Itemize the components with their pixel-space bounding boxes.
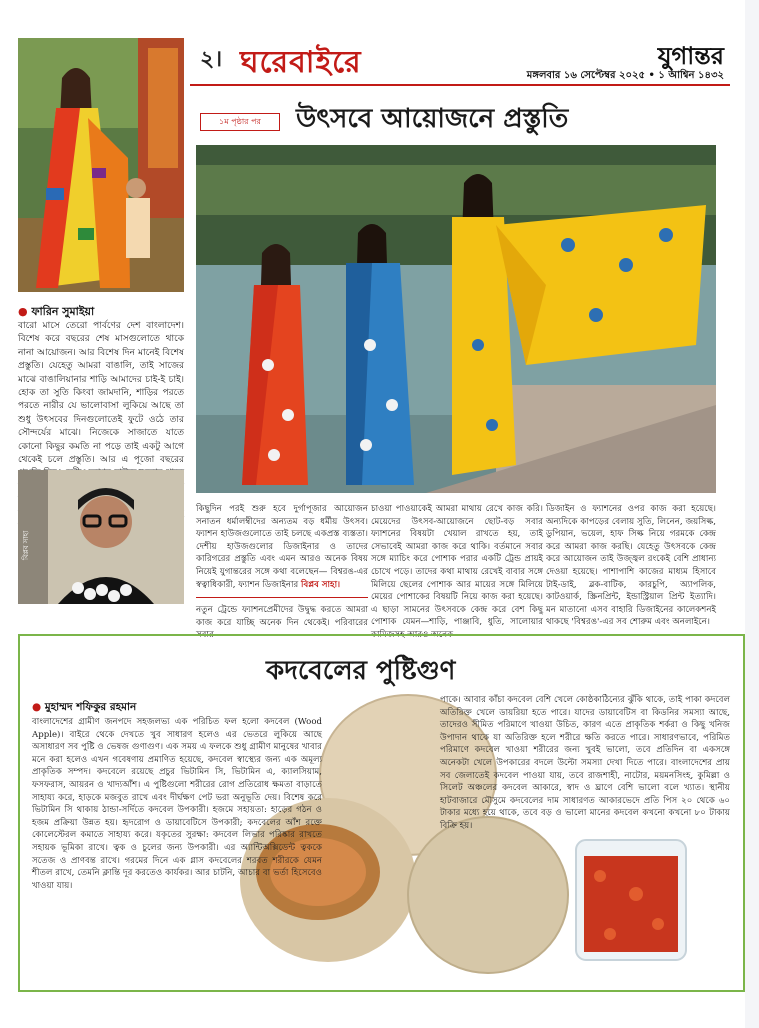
column-divider — [196, 597, 368, 598]
left-byline-name: ফারিন সুমাইয়া — [31, 305, 95, 318]
feature-left-text: বাংলাদেশের গ্রামীণ জনপদে সহজলভ্য এক পরিচিত ফল হলো কদবেল (Wood Apple)। বাইরে থেকে দেখতে খুব সাধারণ হলেও এর ভেতরে লুকিয়ে আছে অসাধারণ সব পুষ্টি ও ভেষজ গুণাগুণ। এক সময় এ ফলকে শুধু গ্রামীণ মানুষের খাবার মনে করা হলেও এখন গবেষণায় প্রমাণিত হয়েছে, কদবেল স্বাস্থ্যের জন্য এক অমূল্য প্রাকৃতিক সম্পদ। কদবেলে রয়েছে প্রচুর ভিটামিন সি, ভিটামিন এ, ক্যালসিয়াম, ফসফরাস, আয়রন ও খাদ্যআঁশ। এ পুষ্টিগুলো শরীরের রোগ প্রতিরোধ ক্ষমতা বাড়াতে সাহায্য করে, হাড়কে মজবুত রাখে এবং দীর্ঘক্ষণ পেট ভরা অনুভূতি দেয়। বিশেষ করে ভিটামিন সি থাকায় ঠান্ডা-সর্দিতে কদবেল উপকারী। হজমে সহায়তা: হাড়ের গঠন ও হজম প্রক্রিয়া উন্নত হয়। হৃদরোগ ও ডায়াবেটিসে উপকারী; কদবেলের আঁশ রক্তে কোলেস্টেরল কমাতে সাহায্য করে। যকৃতের সুরক্ষা: কদবেল লিভার পরিষ্কার রাখতে সহায়ক ভূমিকা রাখে। ত্বক ও চুলের জন্য উপকারী। এর অ্যান্টিঅক্সিডেন্ট ত্বককে সতেজ ও প্রাণবন্ত রাখে। গরমের দিনে এক গ্লাস কদবেলের শরবত শরীরকে যেমন শীতল রাখে, তেমনি ক্লান্তি দূর করতেও কার্যকর। আর চাটনি, আচার বা ভর্তা হিসেবেও খাওয়া যায়। — [32, 717, 322, 891]
byline-dot: ● — [18, 305, 28, 318]
feature-title: কদবেলের পুষ্টিগুণ — [266, 656, 456, 686]
dateline: মঙ্গলবার ১৬ সেপ্টেম্বর ২০২৫ • ১ আশ্বিন ১৪৩২ — [526, 70, 724, 81]
article-column-3: ডিজাইন ও ফ্যাশনের ওপর কাজ করা হয়েছে। অন্যদিকে কাপড়ের বেলায় সুতি, লিনেন, জয়সিল্ক, ডুপিয়ান, ভয়েল, হাফ সিল্ক নিয়ে গরমকে কেন্দ্র করে আমরা কাজ করছি। যেহেতু উৎসবকে কেন্দ্র করে আয়োজন তাই উজ্জ্বল রংকেই বেশি প্রাধান্য দেওয়া হয়েছে। পাশাপাশি কাজের মাধ্যম হিসাবে টাই-ডাই, ব্লক-বাটিক, কারচুপি, অ্যাপলিক, কাটওয়ার্ক, স্ক্রিনপ্রিন্ট, ইন্ডাস্ট্রিয়াল প্রিন্ট ইত্যাদি। মন মাতানো এসব বাহারি ডিজাইনের কালেকশনই থাকছে 'বিশ্বরঙ'-এর সব শোরুম এবং অনলাইনে। — [546, 504, 716, 628]
continued-from-badge: ১ম পৃষ্ঠার পর — [200, 113, 280, 131]
page-number: ২। — [200, 46, 223, 72]
feature-byline — [32, 700, 136, 717]
feature-right-text: পাকে। আবার কাঁচা কদবেল বেশি খেলে কোষ্ঠকাঠিন্যের ঝুঁকি থাকে, তাই পাকা কদবেল অতিরিক্ত খেলে ডায়রিয়া হতে পারে। যাদের ডায়াবেটিস বা কিডনির সমস্যা আছে, তাদেরও সীমিত পরিমাণে খাওয়া উচিত, কারণ এতে প্রাকৃতিক শর্করা ও কিছু খনিজ উপাদান থাকে যা অতিরিক্ত হলে শরীরে ক্ষতি করতে পারে। সাধারণভাবে, পরিমিত পরিমাণে কদবেল খাওয়া শরীরের জন্য খুবই ভালো, তবে প্রতিদিন বা একসঙ্গে অনেকটা খেলে উপকারের বদলে উল্টো সমস্যা দেখা দিতে পারে। বাংলাদেশের প্রায় সব জেলাতেই কদবেল পাওয়া যায়, তবে রাজশাহী, নাটোর, ময়মনসিংহ, কুমিল্লা ও সিলেট অঞ্চলের কদবেল আকারে, স্বাদ ও ঘ্রাণে বেশি ভালো বলে খ্যাত। স্থানীয় হাটবাজারে মৌসুমে কদবেলের দাম সাধারণত আকারভেদে প্রতি পিস ২০ থেকে ৬০ টাকার মধ্যে হয়ে থাকে, তবে বড় ও ভালো মানের কদবেল কখনো কখনো ৮০ টাকায় বিক্রি হয়। — [440, 695, 730, 831]
photo-credit: বিপ্লব সাহা — [22, 530, 30, 560]
masthead-logo: যুগান্তর — [657, 41, 724, 70]
feature-byline-name: মুহাম্মদ শফিকুর রহমান — [44, 701, 137, 713]
article-column-1 — [196, 503, 368, 642]
article-column-1-text: কিছুদিন পরই শুরু হবে দুর্গাপূজার আয়োজন সনাতন ধর্মালম্বীদের অন্যতম বড় ধর্মীয় উৎসব। ফ্যাশন হাউজগুলোতে তাই চলছে একপ্রস্ত ব্যস্ততা। দেশীয় হাউজগুলোর ডিজাইনার ও তাদের কারিগরের প্রস্তুতি এবং এমন আরও অনেক বিষয় নিয়েই যুগান্তরের সঙ্গে কথা বলেছেন— বিশ্বরঙ-এর স্বত্বাধিকারী, ফ্যাশন ডিজাইনার — [196, 504, 368, 590]
saree-model-photo — [18, 38, 184, 292]
section-title: ঘরেবাইরে — [240, 45, 362, 80]
page-header — [190, 38, 730, 86]
designer-name: বিপ্লব সাহা। — [301, 579, 341, 590]
designer-portrait-photo — [18, 470, 184, 604]
article-column-1b-text: নতুন ট্রেন্ডে ফ্যাশনপ্রেমীদের উদ্বুদ্ধ করতে আমরা কাজ করে যাচ্ছি অনেক দিন থেকেই। পরিবারের সবার — [196, 605, 368, 641]
article-column-2: চাওয়া পাওয়াকেই আমরা মাথায় রেখে কাজ করি। মেয়েদের উৎসব-আয়োজনে ছোট-বড় সবার ফ্যাশনের বিষয়টা খেয়াল রাখতে হয়, তাই সেভাবেই আমরা কাজ করে থাকি। বর্তমানে সবার সঙ্গে ম্যাচিং করে পোশাক পরার একটি ট্রেন্ড প্রায়ই চোখে পড়ে। তাদের কথা মাথায় রেখেই বাবার সঙ্গে মিলিয়ে ছেলের পোশাক আর মায়ের সঙ্গে মিলিয়ে মেয়ের পোশাকের বিষয়টি নিয়ে কাজ করা হয়েছে। এ ছাড়া সামনের উৎসবকে কেন্দ্র করে বেশ কিছু পোশাক যেমন—শাড়ি, পাঞ্জাবি, ধুতি, সালোয়ার কামিজসহ আরও অনেক — [371, 504, 543, 640]
left-intro-text: বারো মাসে তেরো পার্বণের দেশ বাংলাদেশ। বিশেষ করে বছরের শেষ মাসগুলোতে থাকে নানা আয়োজন। আর বিশেষ দিন মানেই বিশেষ প্রস্তুতি। যেহেতু আমরা বাঙালি, তাই সাজের মাঝে বাঙালিয়ানার শাড়ি আমাদের চাই-ই চাই। হোক তা সুতি কিংবা জামদানি, শাড়ির পরতে পরতে নারীর যে ভালোবাসা লুকিয়ে আছে তা শুধু উৎসবের দিনগুলোতেই ফুটে ওঠে তার সৌন্দর্যের মাঝে। নিজেকে সাজাতে যাতে কোনো কিছুর কমতি না পড়ে তাই একটু আগে থেকেই চলে প্রস্তুতি। আর এ পূজো বছরের — [18, 321, 184, 466]
page-margin — [745, 0, 759, 1028]
article-headline: উৎসবে আয়োজনে প্রস্তুতি — [296, 104, 569, 134]
byline-dot: ● — [32, 701, 42, 713]
three-models-saree-photo — [196, 145, 716, 493]
